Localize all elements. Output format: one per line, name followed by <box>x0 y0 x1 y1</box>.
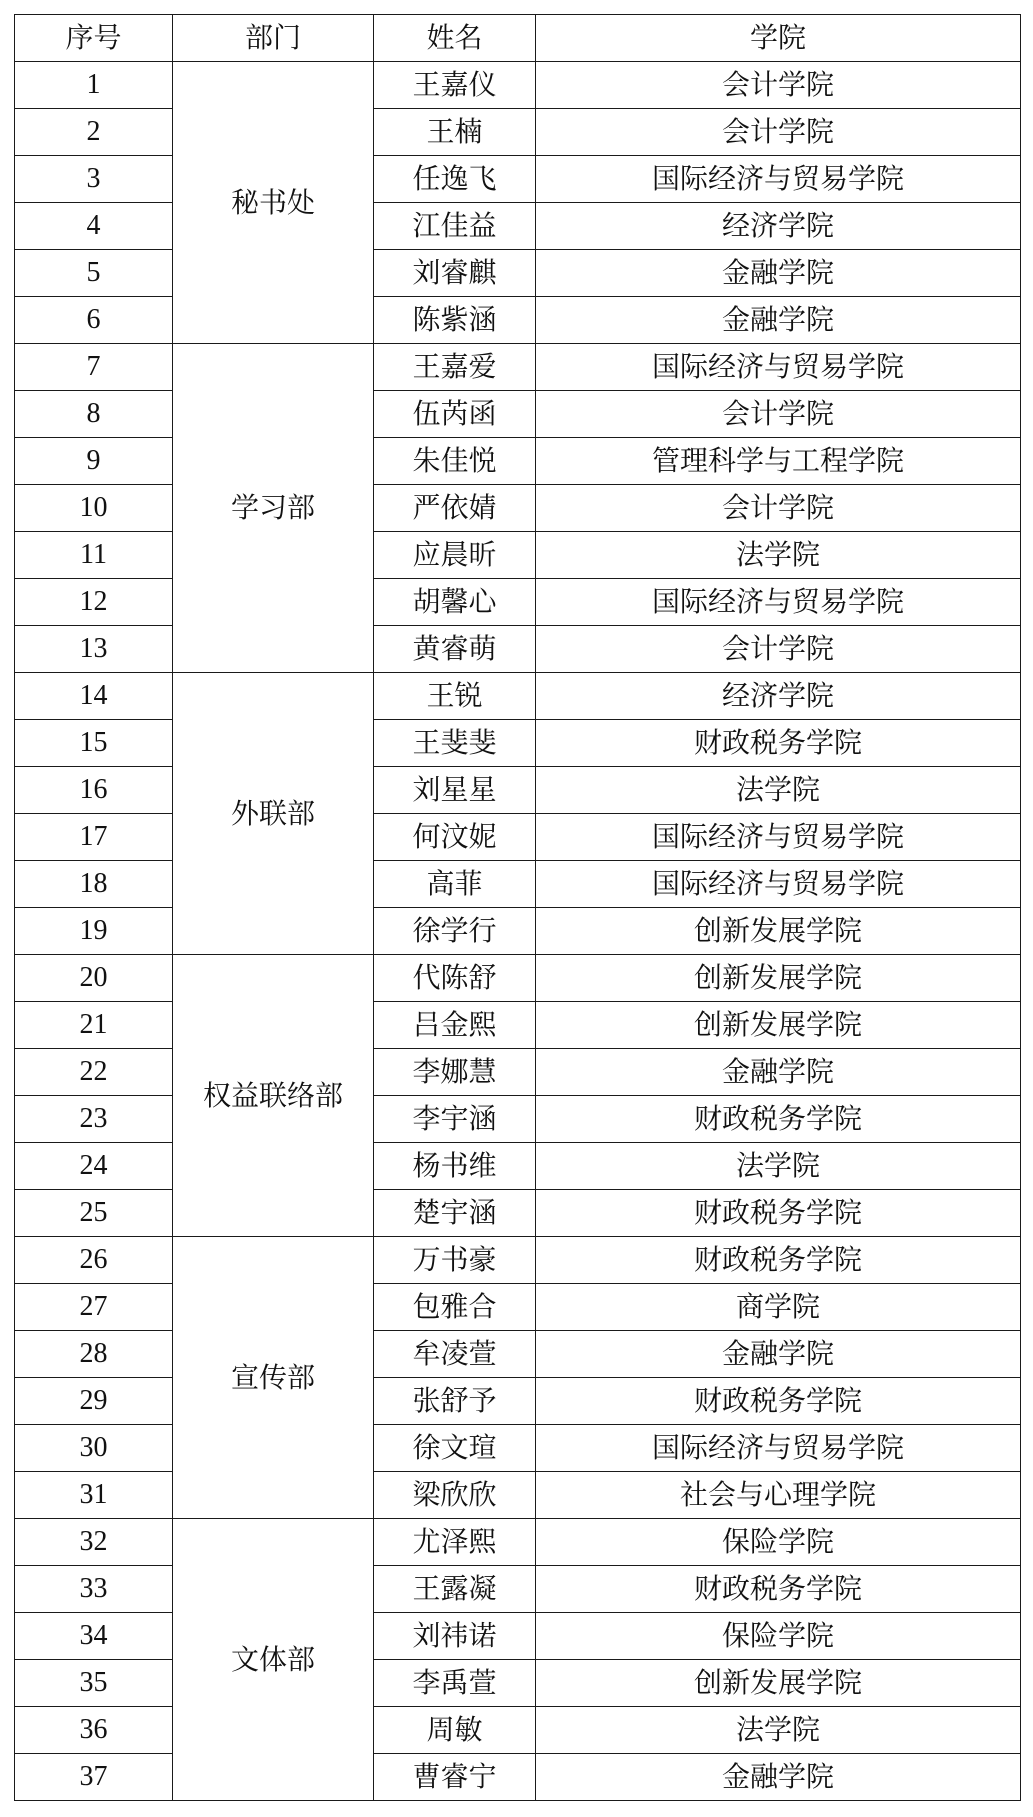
table-row <box>15 1237 1021 1284</box>
header-row <box>15 15 1021 62</box>
cell-serial-number: 13 <box>15 626 173 673</box>
table-row <box>15 861 1021 908</box>
table-row <box>15 1096 1021 1143</box>
cell-member-name: 万书豪 <box>374 1237 536 1284</box>
table-row <box>15 1660 1021 1707</box>
cell-college: 商学院 <box>536 1284 1021 1331</box>
table-header <box>15 15 1021 62</box>
cell-serial-number: 32 <box>15 1519 173 1566</box>
cell-college: 法学院 <box>536 767 1021 814</box>
cell-member-name: 尤泽熙 <box>374 1519 536 1566</box>
cell-college: 法学院 <box>536 1143 1021 1190</box>
cell-college: 经济学院 <box>536 203 1021 250</box>
table-row <box>15 1331 1021 1378</box>
header-name: 姓名 <box>374 15 536 62</box>
table-body <box>15 62 1021 1801</box>
cell-member-name: 任逸飞 <box>374 156 536 203</box>
table-row <box>15 814 1021 861</box>
cell-member-name: 杨书维 <box>374 1143 536 1190</box>
cell-member-name: 曹睿宁 <box>374 1754 536 1801</box>
cell-department: 权益联络部 <box>173 955 374 1237</box>
cell-college: 国际经济与贸易学院 <box>536 814 1021 861</box>
table-row <box>15 62 1021 109</box>
cell-member-name: 王嘉仪 <box>374 62 536 109</box>
cell-college: 财政税务学院 <box>536 1566 1021 1613</box>
cell-college: 金融学院 <box>536 1754 1021 1801</box>
cell-member-name: 朱佳悦 <box>374 438 536 485</box>
cell-member-name: 代陈舒 <box>374 955 536 1002</box>
cell-serial-number: 4 <box>15 203 173 250</box>
cell-serial-number: 6 <box>15 297 173 344</box>
cell-member-name: 高菲 <box>374 861 536 908</box>
cell-college: 经济学院 <box>536 673 1021 720</box>
table-row <box>15 391 1021 438</box>
table-row <box>15 1754 1021 1801</box>
cell-member-name: 胡馨心 <box>374 579 536 626</box>
cell-college: 国际经济与贸易学院 <box>536 861 1021 908</box>
cell-serial-number: 35 <box>15 1660 173 1707</box>
cell-serial-number: 9 <box>15 438 173 485</box>
cell-serial-number: 5 <box>15 250 173 297</box>
cell-serial-number: 28 <box>15 1331 173 1378</box>
table-row <box>15 485 1021 532</box>
cell-member-name: 徐文瑄 <box>374 1425 536 1472</box>
cell-member-name: 王楠 <box>374 109 536 156</box>
table-row <box>15 1613 1021 1660</box>
cell-member-name: 王露凝 <box>374 1566 536 1613</box>
table-row <box>15 156 1021 203</box>
table-row <box>15 1566 1021 1613</box>
table-row <box>15 1378 1021 1425</box>
cell-college: 创新发展学院 <box>536 955 1021 1002</box>
table-row <box>15 955 1021 1002</box>
header-department: 部门 <box>173 15 374 62</box>
header-serial-number: 序号 <box>15 15 173 62</box>
cell-member-name: 王锐 <box>374 673 536 720</box>
cell-college: 金融学院 <box>536 1331 1021 1378</box>
cell-college: 会计学院 <box>536 109 1021 156</box>
table-row <box>15 1472 1021 1519</box>
cell-member-name: 包雅合 <box>374 1284 536 1331</box>
cell-serial-number: 27 <box>15 1284 173 1331</box>
cell-college: 国际经济与贸易学院 <box>536 344 1021 391</box>
cell-serial-number: 22 <box>15 1049 173 1096</box>
cell-college: 会计学院 <box>536 485 1021 532</box>
cell-serial-number: 10 <box>15 485 173 532</box>
table-row <box>15 1002 1021 1049</box>
cell-college: 财政税务学院 <box>536 1190 1021 1237</box>
cell-department: 学习部 <box>173 344 374 673</box>
cell-member-name: 刘星星 <box>374 767 536 814</box>
cell-serial-number: 34 <box>15 1613 173 1660</box>
table-row <box>15 109 1021 156</box>
cell-college: 法学院 <box>536 532 1021 579</box>
cell-college: 保险学院 <box>536 1613 1021 1660</box>
table-row <box>15 344 1021 391</box>
cell-college: 会计学院 <box>536 62 1021 109</box>
cell-member-name: 李宇涵 <box>374 1096 536 1143</box>
cell-member-name: 陈紫涵 <box>374 297 536 344</box>
cell-member-name: 吕金熙 <box>374 1002 536 1049</box>
cell-member-name: 徐学行 <box>374 908 536 955</box>
cell-serial-number: 23 <box>15 1096 173 1143</box>
cell-college: 社会与心理学院 <box>536 1472 1021 1519</box>
cell-member-name: 黄睿萌 <box>374 626 536 673</box>
table-row <box>15 250 1021 297</box>
cell-member-name: 牟凌萱 <box>374 1331 536 1378</box>
cell-college: 金融学院 <box>536 250 1021 297</box>
cell-college: 国际经济与贸易学院 <box>536 1425 1021 1472</box>
cell-serial-number: 1 <box>15 62 173 109</box>
cell-department: 外联部 <box>173 673 374 955</box>
cell-department: 文体部 <box>173 1519 374 1801</box>
cell-member-name: 应晨昕 <box>374 532 536 579</box>
cell-college: 财政税务学院 <box>536 1378 1021 1425</box>
cell-member-name: 李禹萱 <box>374 1660 536 1707</box>
cell-serial-number: 33 <box>15 1566 173 1613</box>
cell-serial-number: 21 <box>15 1002 173 1049</box>
table-row <box>15 532 1021 579</box>
cell-college: 保险学院 <box>536 1519 1021 1566</box>
cell-college: 财政税务学院 <box>536 1237 1021 1284</box>
table-row <box>15 1707 1021 1754</box>
cell-member-name: 刘祎诺 <box>374 1613 536 1660</box>
cell-serial-number: 17 <box>15 814 173 861</box>
cell-member-name: 张舒予 <box>374 1378 536 1425</box>
cell-member-name: 伍芮函 <box>374 391 536 438</box>
table-row <box>15 673 1021 720</box>
cell-college: 金融学院 <box>536 297 1021 344</box>
cell-member-name: 王嘉爱 <box>374 344 536 391</box>
cell-department: 秘书处 <box>173 62 374 344</box>
cell-serial-number: 25 <box>15 1190 173 1237</box>
cell-serial-number: 18 <box>15 861 173 908</box>
cell-member-name: 江佳益 <box>374 203 536 250</box>
table-row <box>15 203 1021 250</box>
cell-serial-number: 8 <box>15 391 173 438</box>
cell-college: 创新发展学院 <box>536 1660 1021 1707</box>
cell-college: 金融学院 <box>536 1049 1021 1096</box>
cell-college: 法学院 <box>536 1707 1021 1754</box>
table-row <box>15 1425 1021 1472</box>
cell-serial-number: 36 <box>15 1707 173 1754</box>
table-row <box>15 1143 1021 1190</box>
cell-serial-number: 7 <box>15 344 173 391</box>
table-row <box>15 1519 1021 1566</box>
table-row <box>15 626 1021 673</box>
cell-member-name: 王斐斐 <box>374 720 536 767</box>
cell-serial-number: 37 <box>15 1754 173 1801</box>
table-row <box>15 1284 1021 1331</box>
cell-serial-number: 11 <box>15 532 173 579</box>
table-row <box>15 767 1021 814</box>
cell-serial-number: 2 <box>15 109 173 156</box>
cell-serial-number: 20 <box>15 955 173 1002</box>
cell-college: 财政税务学院 <box>536 720 1021 767</box>
table-row <box>15 1190 1021 1237</box>
cell-college: 国际经济与贸易学院 <box>536 156 1021 203</box>
table-row <box>15 720 1021 767</box>
cell-college: 财政税务学院 <box>536 1096 1021 1143</box>
cell-serial-number: 19 <box>15 908 173 955</box>
member-roster-table <box>14 14 1021 1801</box>
cell-serial-number: 14 <box>15 673 173 720</box>
table-row <box>15 1049 1021 1096</box>
cell-college: 国际经济与贸易学院 <box>536 579 1021 626</box>
cell-serial-number: 15 <box>15 720 173 767</box>
cell-serial-number: 24 <box>15 1143 173 1190</box>
cell-serial-number: 26 <box>15 1237 173 1284</box>
table-row <box>15 579 1021 626</box>
cell-college: 创新发展学院 <box>536 1002 1021 1049</box>
header-college: 学院 <box>536 15 1021 62</box>
cell-member-name: 严依婧 <box>374 485 536 532</box>
table-row <box>15 908 1021 955</box>
cell-member-name: 周敏 <box>374 1707 536 1754</box>
table-row <box>15 438 1021 485</box>
cell-serial-number: 16 <box>15 767 173 814</box>
cell-college: 创新发展学院 <box>536 908 1021 955</box>
cell-serial-number: 29 <box>15 1378 173 1425</box>
cell-member-name: 楚宇涵 <box>374 1190 536 1237</box>
cell-college: 会计学院 <box>536 391 1021 438</box>
cell-member-name: 刘睿麒 <box>374 250 536 297</box>
cell-serial-number: 12 <box>15 579 173 626</box>
table-row <box>15 297 1021 344</box>
cell-serial-number: 31 <box>15 1472 173 1519</box>
cell-member-name: 李娜慧 <box>374 1049 536 1096</box>
cell-member-name: 梁欣欣 <box>374 1472 536 1519</box>
cell-college: 管理科学与工程学院 <box>536 438 1021 485</box>
cell-serial-number: 30 <box>15 1425 173 1472</box>
cell-member-name: 何汶妮 <box>374 814 536 861</box>
cell-department: 宣传部 <box>173 1237 374 1519</box>
cell-college: 会计学院 <box>536 626 1021 673</box>
cell-serial-number: 3 <box>15 156 173 203</box>
